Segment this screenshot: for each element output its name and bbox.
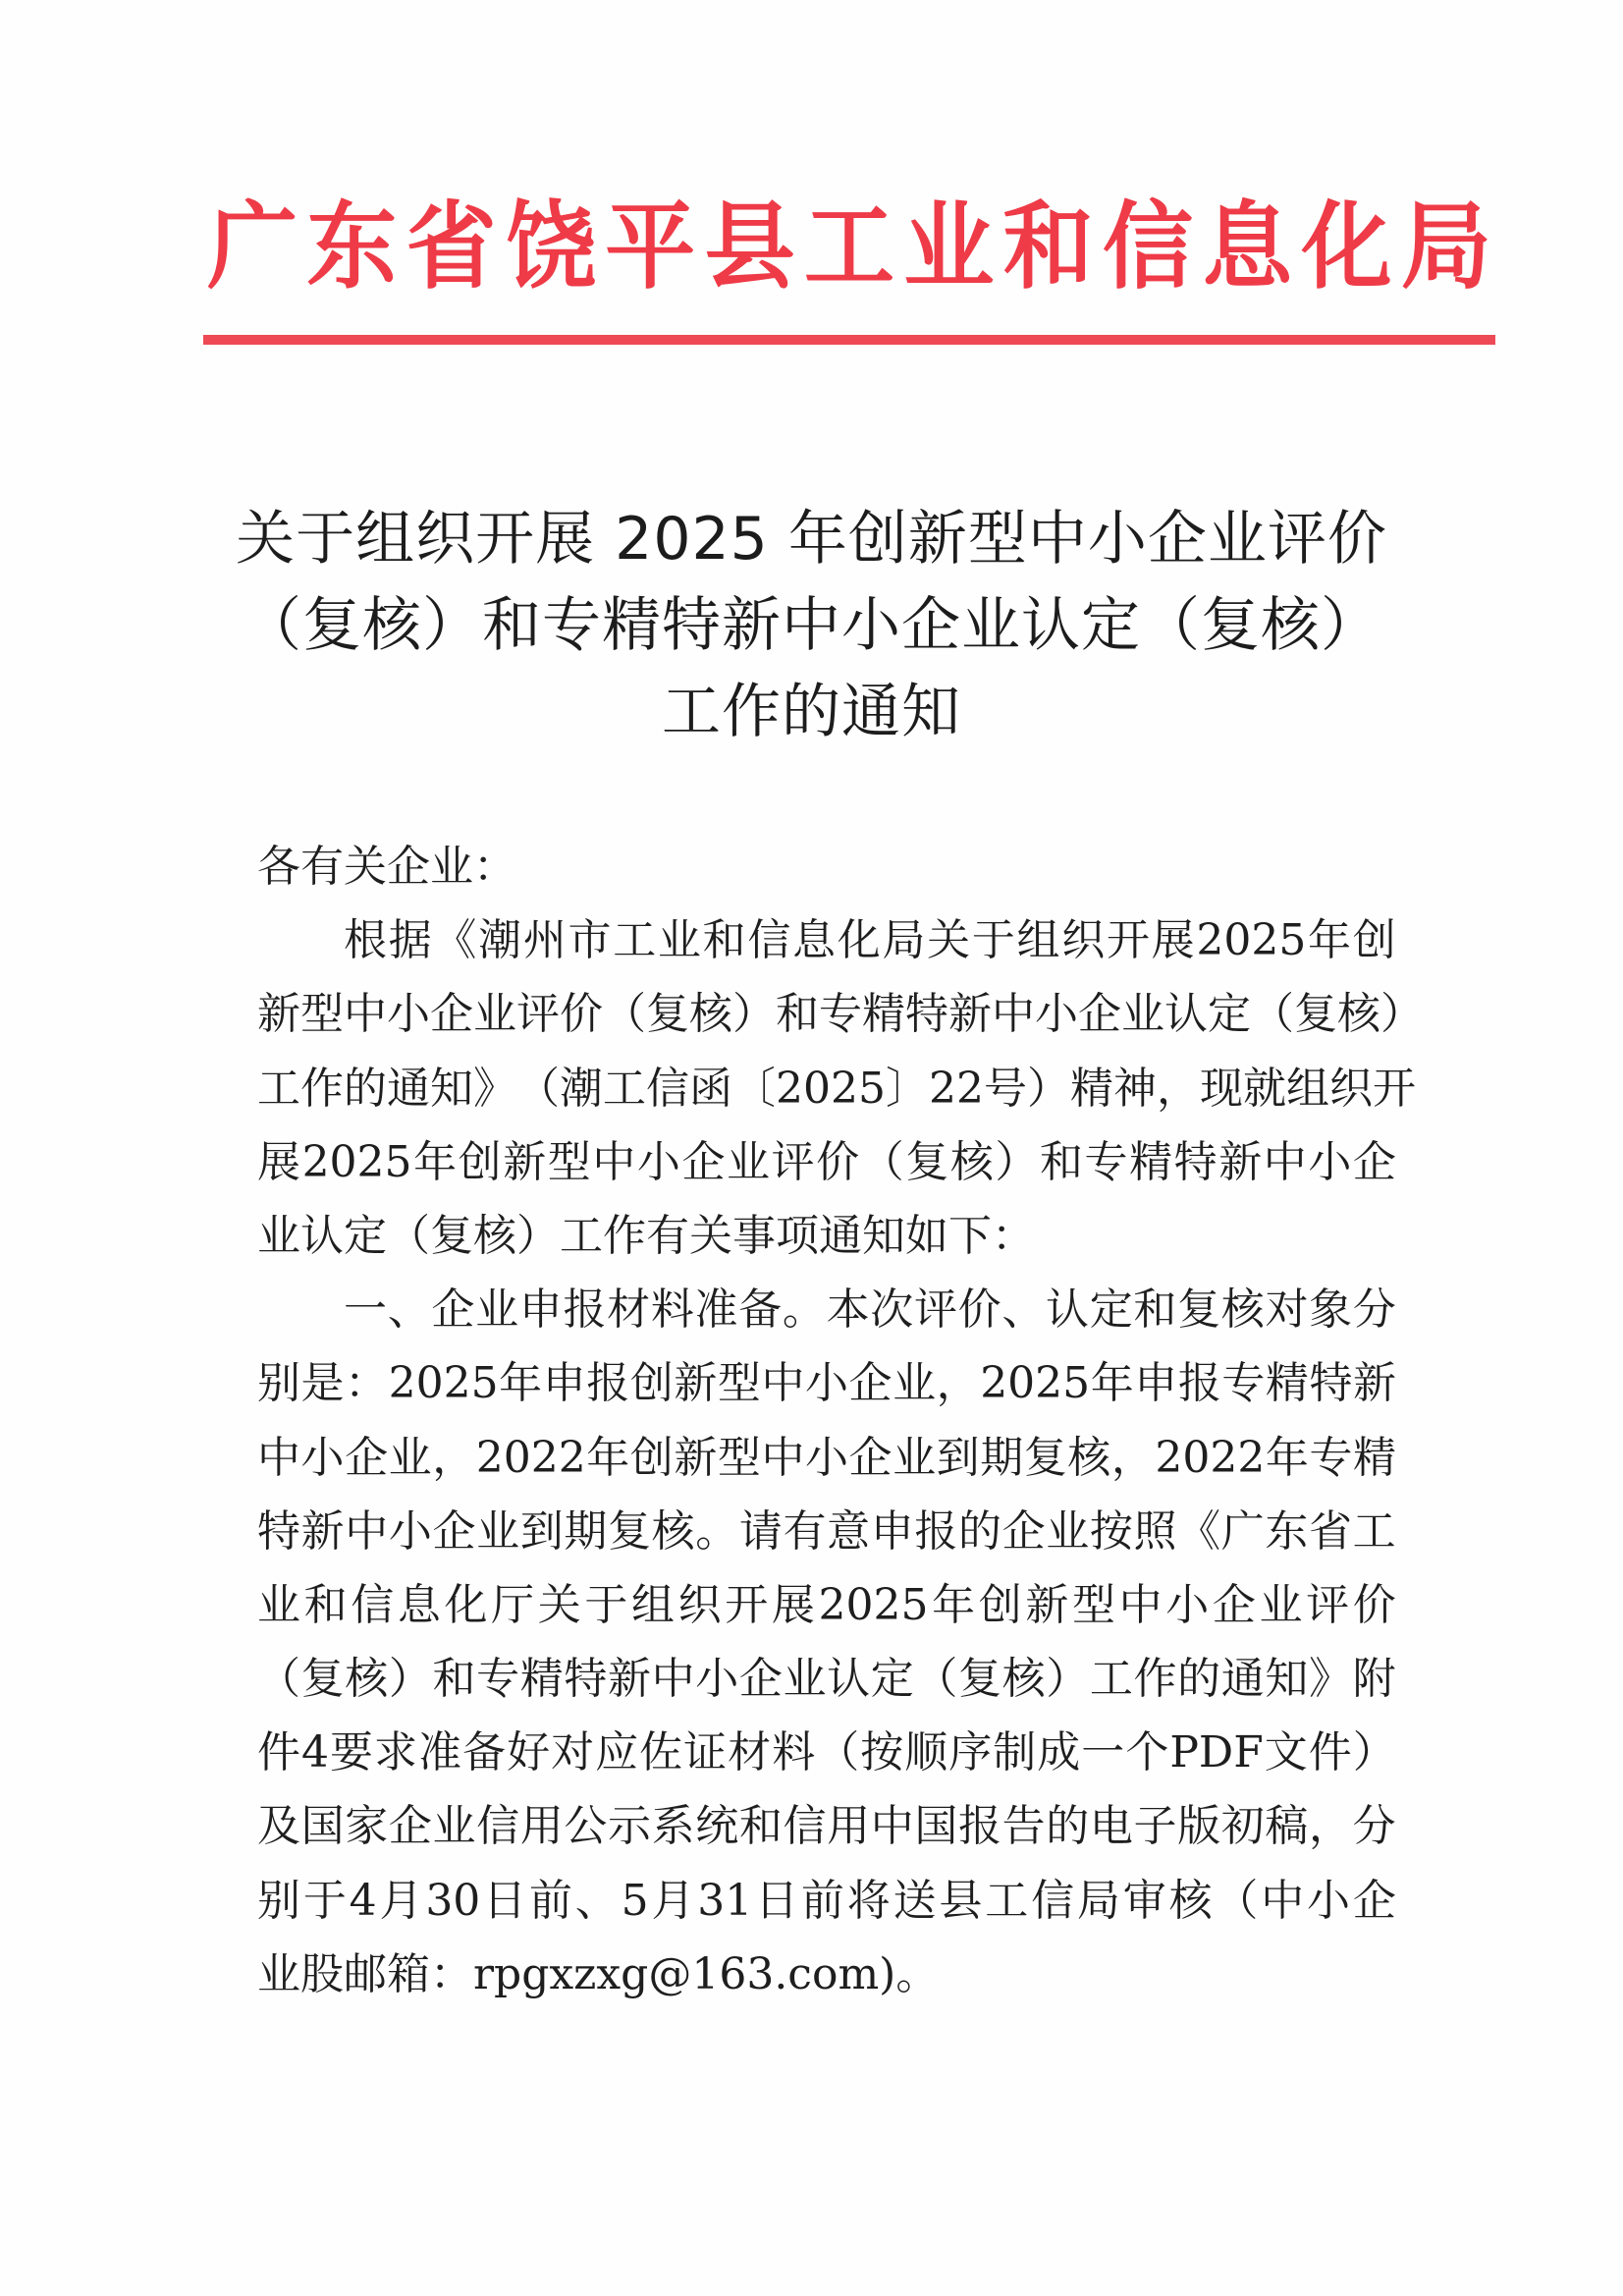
- letterhead-char: 饶: [505, 191, 596, 302]
- paragraph-2-line: 及 国 家 企 业 信 用 公 示 系 统 和 信 用 中 国 报 告 的 电 子 版 初 稿 ， 分: [257, 1801, 1396, 1852]
- paragraph-1-line: 展 2025 年 创 新 型 中 小 企 业 评 价 （ 复 核 ） 和 专 精 特 新 中 小 企: [257, 1136, 1396, 1187]
- letterhead-char: 工: [803, 191, 894, 302]
- letterhead-char: 局: [1400, 191, 1491, 302]
- letterhead-char: 平: [605, 191, 696, 302]
- paragraph-2-line: 一 、 企 业 申 报 材 料 准 备 。 本 次 评 价 、 认 定 和 复 核 对 象 分: [344, 1285, 1396, 1336]
- paragraph-2-line: 业 和 信 息 化 厅 关 于 组 织 开 展 2025 年 创 新 型 中 小 企 业 评 价: [257, 1579, 1396, 1630]
- paragraph-2-line: 中 小 企 业 ， 2022 年 创 新 型 中 小 企 业 到 期 复 核 ， 2022 年 专 精: [257, 1432, 1396, 1483]
- paragraph-2-line: 特 新 中 小 企 业 到 期 复 核 。 请 有 意 申 报 的 企 业 按 照 《 广 东 省 工: [257, 1505, 1396, 1557]
- letterhead-char: 息: [1202, 191, 1293, 302]
- letterhead-char: 东: [306, 191, 398, 302]
- paragraph-1-line: 新 型 中 小 企 业 评 价 （ 复 核 ） 和 专 精 特 新 中 小 企 业 认 定 （ 复 核 ）: [257, 989, 1424, 1040]
- paragraph-1-line: 业认定（复核）工作有关事项通知如下：: [257, 1210, 1035, 1261]
- letterhead-char: 信: [1102, 191, 1193, 302]
- paragraph-1-line: 工 作 的 通 知 》 （ 潮 工 信 函 〔 2025 〕 22 号 ） 精 神 ， 现 就 组 织 开: [257, 1063, 1416, 1114]
- paragraph-2-line: 别 是 ： 2025 年 申 报 创 新 型 中 小 企 业 ， 2025 年 申 报 专 精 特 新: [257, 1358, 1396, 1409]
- letterhead-char: 业: [903, 191, 995, 302]
- letterhead-char: 和: [1002, 191, 1094, 302]
- title-line: （复核）和专精特新中小企业认定（复核）: [243, 591, 1380, 660]
- title-line: 关于组织开展 2025 年创新型中小企业评价: [236, 505, 1387, 574]
- document-title: [196, 496, 1427, 755]
- paragraph-1-line: 根 据 《 潮 州 市 工 业 和 信 息 化 局 关 于 组 织 开 展 2025 年 创: [344, 915, 1396, 966]
- paragraph-2-line: 件 4 要 求 准 备 好 对 应 佐 证 材 料 （ 按 顺 序 制 成 一 个 PDF 文 件 ）: [257, 1727, 1396, 1778]
- paragraph-2-line-email: 业股邮箱：rpgxzxg@163.com)。: [257, 1948, 940, 1999]
- letterhead-org-name: [203, 192, 1495, 301]
- salutation: 各有关企业：: [257, 842, 516, 892]
- paragraph-2-line: 别 于 4 月 30 日 前 、 5 月 31 日 前 将 送 县 工 信 局 审 核 （ 中 小 企: [257, 1875, 1396, 1926]
- letterhead-char: 县: [704, 191, 795, 302]
- letterhead-char: 省: [406, 191, 497, 302]
- document-body: [257, 830, 1424, 2011]
- letterhead-char: 化: [1301, 191, 1392, 302]
- letterhead-red-rule: [203, 335, 1495, 345]
- paragraph-2-line: （ 复 核 ） 和 专 精 特 新 中 小 企 业 认 定 （ 复 核 ） 工 作 的 通 知 》 附: [257, 1654, 1396, 1705]
- letterhead-char: 广: [206, 191, 298, 302]
- title-line: 工作的通知: [662, 678, 961, 746]
